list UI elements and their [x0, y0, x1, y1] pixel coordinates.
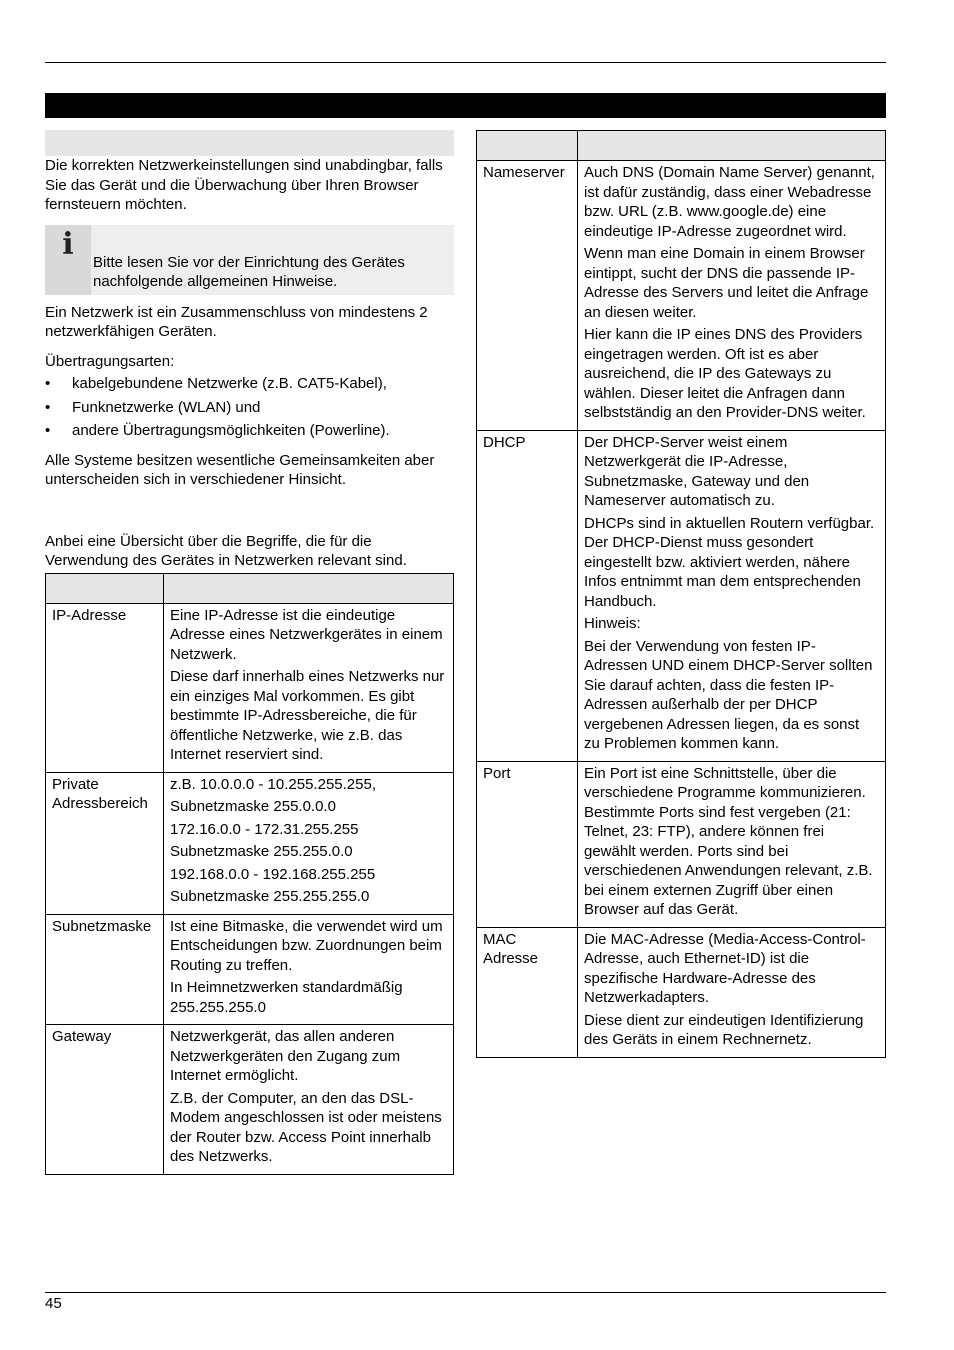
description-cell: [164, 603, 454, 772]
table-row: [46, 1025, 454, 1175]
description-cell: [164, 914, 454, 1025]
description-paragraph: 172.16.0.0 - 172.31.255.255: [170, 820, 359, 838]
table-header-row: [477, 131, 886, 161]
notice-text: Bitte lesen Sie vor der Einrichtung des Gerätes nachfolgende allgemeinen Hinweise.: [93, 253, 405, 290]
term-cell: MAC Adresse: [477, 927, 578, 1057]
description-paragraph: Subnetzmaske 255.0.0.0: [170, 798, 336, 815]
term-cell: Subnetzmaske: [46, 914, 164, 1025]
glossary-table-left: [45, 573, 454, 1175]
systems-paragraph: Alle Systeme besitzen wesentliche Gemeinsamkeiten aber unterscheiden sich in verschiedener Hinsicht.: [45, 451, 435, 488]
transfer-types-list: [45, 374, 454, 441]
description-cell: [578, 927, 886, 1057]
table-row: [46, 914, 454, 1025]
description-paragraph: Subnetzmaske 255.255.255.0: [170, 888, 370, 905]
term-cell: DHCP: [477, 430, 578, 761]
term-cell: Port: [477, 761, 578, 927]
description-paragraph: Diese darf innerhalb eines Netzwerks nur ein einziges Mal vorkommen. Es gibt bestimmte IP-Adressbereiche, die für öffentliche Netzwerke, wie z.B. das Internet reserviert sind.: [170, 668, 445, 763]
info-icon: i: [45, 225, 91, 295]
list-item: • andere Übertragungsmöglichkeiten (Powerline).: [45, 421, 454, 441]
chapter-banner: [45, 93, 886, 118]
description-paragraph: Netzwerkgerät, das allen anderen Netzwerkgeräten den Zugang zum Internet ermöglicht.: [170, 1028, 401, 1084]
description-paragraph: Wenn man eine Domain in einem Browser eintippt, sucht der DNS die passende IP-Adresse des Servers und leitet die Anfrage an diesen weiter.: [584, 245, 869, 321]
description-paragraph: Subnetzmaske 255.255.0.0: [170, 843, 353, 860]
table-header-row: [46, 573, 454, 603]
info-notice: [45, 225, 454, 295]
table-row: [477, 927, 886, 1057]
table-row: [46, 603, 454, 772]
description-paragraph: z.B. 10.0.0.0 - 10.255.255.255,: [170, 775, 376, 793]
section-heading-bar: [45, 130, 454, 156]
description-cell: [164, 772, 454, 914]
description-cell: [578, 430, 886, 761]
term-cell: Private Adressbereich: [46, 772, 164, 914]
page-number: 45: [45, 1295, 62, 1312]
description-paragraph: Diese dient zur eindeutigen Identifizierung des Geräts in einem Rechnernetz.: [584, 1011, 864, 1048]
description-paragraph: Ein Port ist eine Schnittstelle, über die verschiedene Programme kommunizieren. Bestimmte Ports sind fest vergeben (21: Telnet, 23: FTP), andere können frei gewählt werden. Ports sind bei verschiedenen Anwendungen relevant, z.B. bei einem externen Zugriff über einen Browser auf das Gerät.: [584, 764, 873, 918]
term-cell: Gateway: [46, 1025, 164, 1175]
list-item: • Funknetzwerke (WLAN) und: [45, 398, 454, 418]
description-cell: [578, 161, 886, 431]
description-paragraph: Bei der Verwendung von festen IP-Adressen UND einem DHCP-Server sollten Sie darauf achten, dass die festen IP-Adressen außerhalb der per DHCP vergebenen Adressen liegen, da es sonst zu Problemen kommen kann.: [584, 637, 873, 752]
description-cell: [578, 761, 886, 927]
description-paragraph: Der DHCP-Server weist einem Netzwerkgerät die IP-Adresse, Subnetzmaske, Gateway und den Nameserver automatisch zu.: [584, 433, 810, 509]
transfer-types-label: Übertragungsarten:: [45, 352, 175, 370]
intro-paragraph: Die korrekten Netzwerkeinstellungen sind unabdingbar, falls Sie das Gerät und die Überwachung über Ihren Browser fernsteuern möchten.: [45, 157, 443, 213]
glossary-table-right: [476, 130, 886, 1058]
right-column: [476, 130, 886, 1058]
description-paragraph: Z.B. der Computer, an den das DSL-Modem angeschlossen ist oder meistens der Router bzw. Access Point innerhalb des Netzwerks.: [170, 1089, 442, 1165]
description-paragraph: Die MAC-Adresse (Media-Access-Control-Adresse, auch Ethernet-ID) ist die spezifische Hardware-Adresse des Netzwerkadapters.: [584, 930, 866, 1006]
term-cell: Nameserver: [477, 161, 578, 431]
description-paragraph: Ist eine Bitmaske, die verwendet wird um Entscheidungen bzw. Zuordnungen beim Routing zu treffen.: [170, 917, 443, 974]
bottom-rule: [45, 1292, 886, 1293]
description-paragraph: In Heimnetzwerken standardmäßig 255.255.255.0: [170, 979, 403, 1016]
description-paragraph: Auch DNS (Domain Name Server) genannt, ist dafür zuständig, dass einer Webadresse bzw. URL (z.B. www.google.de) eine eindeutige IP-Adresse zugeordnet wird.: [584, 164, 875, 240]
description-paragraph: DHCPs sind in aktuellen Routern verfügbar. Der DHCP-Dienst muss gesondert eingestellt bzw. aktiviert werden, nähere Infos entnimmt man dem entsprechenden Handbuch.: [584, 514, 875, 610]
term-cell: IP-Adresse: [46, 603, 164, 772]
table-row: [477, 430, 886, 761]
description-paragraph: 192.168.0.0 - 192.168.255.255: [170, 865, 376, 883]
description-cell: [164, 1025, 454, 1175]
description-paragraph: Eine IP-Adresse ist die eindeutige Adresse eines Netzwerkgerätes in einem Netzwerk.: [170, 606, 443, 663]
table-row: [46, 772, 454, 914]
table-row: [477, 761, 886, 927]
network-definition: Ein Netzwerk ist ein Zusammenschluss von mindestens 2 netzwerkfähigen Geräten.: [45, 303, 428, 340]
top-rule: [45, 62, 886, 63]
overview-paragraph: Anbei eine Übersicht über die Begriffe, die für die Verwendung des Gerätes in Netzwerken relevant sind.: [45, 532, 407, 569]
left-column: [45, 156, 454, 1175]
table-row: [477, 161, 886, 431]
description-paragraph: Hier kann die IP eines DNS des Providers eingetragen werden. Oft ist es aber ausreichend, die IP des Gateways zu wählen. Dieser leitet die Anfragen dann selbstständig an den Provider-DNS weiter.: [584, 326, 866, 421]
description-paragraph: Hinweis:: [584, 615, 641, 632]
list-item: • kabelgebundene Netzwerke (z.B. CAT5-Kabel),: [45, 374, 454, 394]
